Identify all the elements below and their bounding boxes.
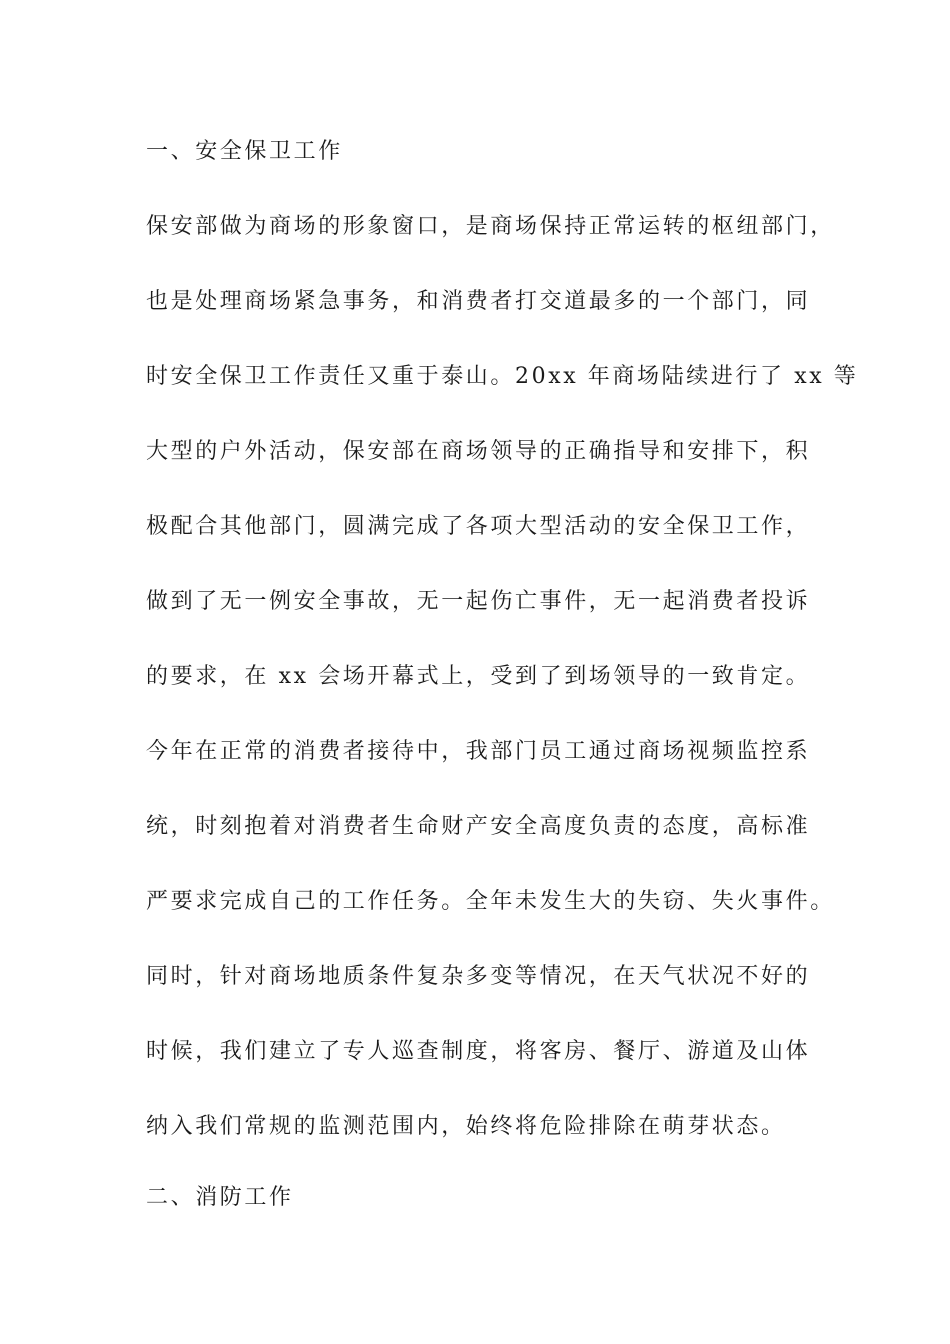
section-heading-fire-safety: 二、消防工作 — [146, 1185, 294, 1210]
paragraph-line: 统，时刻抱着对消费者生命财产安全高度负责的态度，高标准 — [146, 814, 811, 839]
paragraph-line: 时安全保卫工作责任又重于泰山。20xx 年商场陆续进行了 xx 等 — [146, 364, 859, 389]
paragraph-line: 保安部做为商场的形象窗口，是商场保持正常运转的枢纽部门， — [146, 214, 835, 239]
paragraph-line: 也是处理商场紧急事务，和消费者打交道最多的一个部门，同 — [146, 289, 811, 314]
paragraph-line: 做到了无一例安全事故，无一起伤亡事件，无一起消费者投诉 — [146, 589, 811, 614]
paragraph-line: 的要求，在 xx 会场开幕式上，受到了到场领导的一致肯定。 — [146, 664, 811, 689]
paragraph-line: 严要求完成自己的工作任务。全年未发生大的失窃、失火事件。 — [146, 889, 835, 914]
paragraph-line: 今年在正常的消费者接待中，我部门员工通过商场视频监控系 — [146, 739, 811, 764]
paragraph-line: 极配合其他部门，圆满完成了各项大型活动的安全保卫工作， — [146, 514, 811, 539]
section-heading-security: 一、安全保卫工作 — [146, 139, 343, 164]
paragraph-line: 纳入我们常规的监测范围内，始终将危险排除在萌芽状态。 — [146, 1114, 786, 1139]
paragraph-line: 大型的户外活动，保安部在商场领导的正确指导和安排下，积 — [146, 439, 811, 464]
paragraph-line: 同时，针对商场地质条件复杂多变等情况，在天气状况不好的 — [146, 964, 811, 989]
paragraph-line: 时候，我们建立了专人巡查制度，将客房、餐厅、游道及山体 — [146, 1039, 811, 1064]
